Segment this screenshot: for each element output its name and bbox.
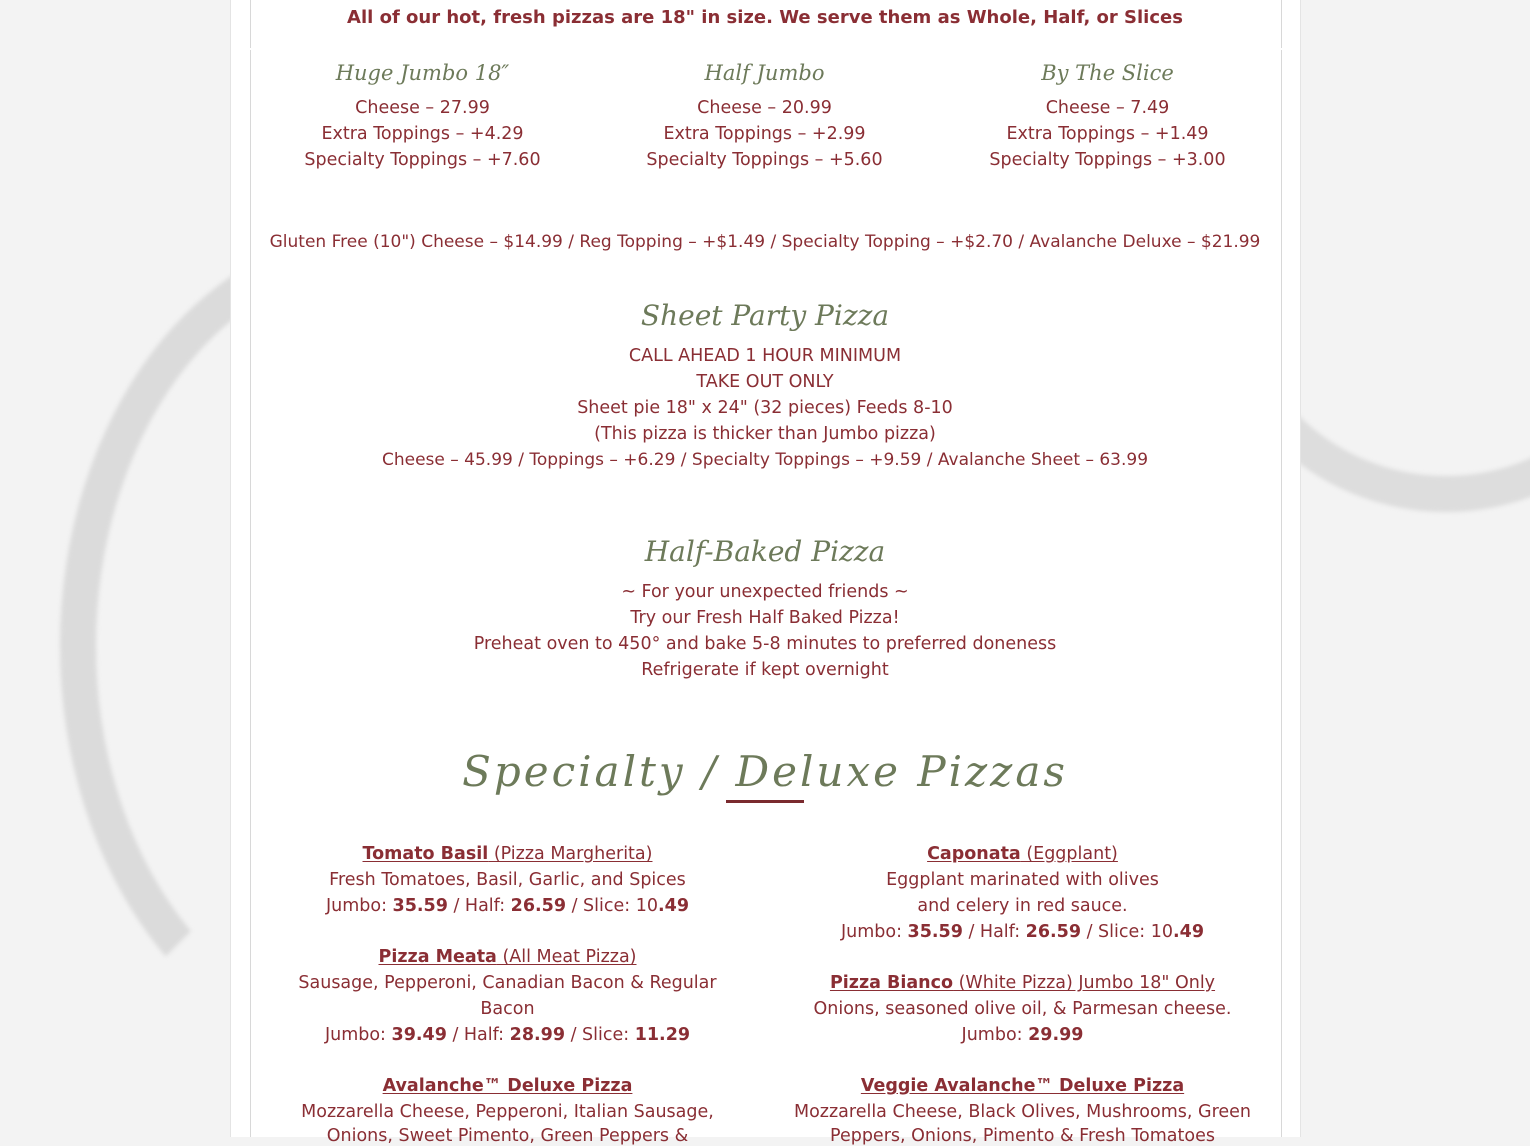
- half-baked-line: Preheat oven to 450° and bake 5-8 minutes to preferred doneness: [473, 634, 1057, 654]
- pizza-name: Caponata: [927, 844, 1021, 864]
- jumbo-label: Jumbo:: [961, 1025, 1029, 1045]
- half-label: / Half:: [962, 922, 1026, 942]
- jumbo-cheese-price: Cheese – 27.99: [355, 98, 490, 118]
- pizza-name: Tomato Basil: [362, 844, 489, 864]
- pizza-prices: [785, 922, 1260, 942]
- pizza-name-meata: [270, 947, 745, 967]
- jumbo-label: Jumbo:: [324, 1025, 392, 1045]
- half-extra-price: Extra Toppings – +2.99: [663, 124, 866, 144]
- slice-price: .49: [1173, 922, 1205, 942]
- sheet-line: TAKE OUT ONLY: [696, 372, 834, 392]
- pizza-name-bianco: [785, 973, 1260, 993]
- pizza-description: Mozzarella Cheese, Black Olives, Mushrooms, Green: [793, 1102, 1252, 1122]
- size-title-half: Half Jumbo: [704, 61, 825, 85]
- pizza-description: Eggplant marinated with olives: [886, 870, 1159, 890]
- jumbo-price: 35.59: [907, 922, 963, 942]
- pizza-name: Avalanche™ Deluxe Pizza: [382, 1076, 633, 1096]
- pizza-description: Onions, Sweet Pimento, Green Peppers &: [326, 1126, 689, 1146]
- pizza-name: Veggie Avalanche™ Deluxe Pizza: [860, 1076, 1185, 1096]
- jumbo-specialty-price: Specialty Toppings – +7.60: [304, 150, 541, 170]
- pizza-prices: [270, 1025, 745, 1045]
- slice-price: 11.29: [634, 1025, 691, 1045]
- jumbo-label: Jumbo:: [840, 922, 908, 942]
- jumbo-price: 29.99: [1028, 1025, 1084, 1045]
- size-title-jumbo: Huge Jumbo 18″: [335, 61, 510, 85]
- sheet-title: Sheet Party Pizza: [640, 299, 890, 332]
- slice-label: / Slice:: [565, 1025, 635, 1045]
- jumbo-extra-price: Extra Toppings – +4.29: [321, 124, 524, 144]
- half-label: / Half:: [447, 896, 511, 916]
- title-underline: [726, 800, 804, 803]
- slice-label: / Slice:: [1081, 922, 1151, 942]
- slice-price: .49: [658, 896, 690, 916]
- half-price: 28.99: [509, 1025, 565, 1045]
- slice-price-prefix: 10: [1150, 922, 1174, 942]
- jumbo-price: 39.49: [391, 1025, 447, 1045]
- pizza-description: Fresh Tomatoes, Basil, Garlic, and Spices: [329, 870, 686, 890]
- half-price: 26.59: [510, 896, 567, 916]
- pizza-name-tomato-basil: [270, 844, 745, 864]
- half-price: 26.59: [1025, 922, 1082, 942]
- sheet-prices: Cheese – 45.99 / Toppings – +6.29 / Specialty Toppings – +9.59 / Avalanche Sheet – 63.99: [381, 450, 1149, 470]
- size-banner: All of our hot, fresh pizzas are 18" in size. We serve them as Whole, Half, or Slices: [347, 7, 1183, 28]
- slice-extra-price: Extra Toppings – +1.49: [1006, 124, 1209, 144]
- pizza-subtitle: (Eggplant): [1020, 844, 1118, 864]
- pizza-name-avalanche: [270, 1076, 745, 1096]
- pizza-name: Pizza Bianco: [829, 973, 954, 993]
- half-cheese-price: Cheese – 20.99: [697, 98, 832, 118]
- half-specialty-price: Specialty Toppings – +5.60: [646, 150, 883, 170]
- pizza-subtitle: (All Meat Pizza): [496, 947, 637, 967]
- half-baked-line: Refrigerate if kept overnight: [641, 660, 889, 680]
- slice-specialty-price: Specialty Toppings – +3.00: [989, 150, 1226, 170]
- pizza-description: Mozzarella Cheese, Pepperoni, Italian Sausage,: [301, 1102, 714, 1122]
- slice-price-prefix: 10: [635, 896, 659, 916]
- jumbo-price: 35.59: [392, 896, 448, 916]
- pizza-prices: [270, 896, 745, 916]
- pizza-name: Pizza Meata: [378, 947, 497, 967]
- slice-cheese-price: Cheese – 7.49: [1045, 98, 1170, 118]
- half-baked-title: Half-Baked Pizza: [644, 535, 886, 568]
- size-title-slice: By The Slice: [1041, 61, 1174, 85]
- sheet-line: Sheet pie 18" x 24" (32 pieces) Feeds 8-10: [577, 398, 953, 418]
- gluten-free-prices: Gluten Free (10") Cheese – $14.99 / Reg Topping – +$1.49 / Specialty Topping – +$2.70 / Avalanche Deluxe – $21.99: [269, 232, 1261, 252]
- pizza-description: Peppers, Onions, Pimento & Fresh Tomatoes: [830, 1126, 1215, 1146]
- pizza-description: and celery in red sauce.: [917, 896, 1128, 916]
- pizza-subtitle: (White Pizza) Jumbo 18" Only: [953, 973, 1216, 993]
- pizza-description: Bacon: [480, 999, 535, 1019]
- pizza-description: Onions, seasoned olive oil, & Parmesan cheese.: [813, 999, 1232, 1019]
- half-baked-line: ~ For your unexpected friends ~: [621, 582, 909, 602]
- slice-label: / Slice:: [566, 896, 636, 916]
- specialty-section-title: Specialty / Deluxe Pizzas: [462, 747, 1068, 796]
- jumbo-label: Jumbo:: [325, 896, 393, 916]
- pizza-name-veggie-avalanche: [785, 1076, 1260, 1096]
- pizza-subtitle: (Pizza Margherita): [488, 844, 653, 864]
- sheet-line: (This pizza is thicker than Jumbo pizza): [594, 424, 936, 444]
- pizza-prices: [785, 1025, 1260, 1045]
- half-baked-line: Try our Fresh Half Baked Pizza!: [630, 608, 900, 628]
- sheet-line: CALL AHEAD 1 HOUR MINIMUM: [628, 346, 902, 366]
- pizza-name-caponata: [785, 844, 1260, 864]
- pizza-description: Sausage, Pepperoni, Canadian Bacon & Regular: [298, 973, 717, 993]
- half-label: / Half:: [446, 1025, 510, 1045]
